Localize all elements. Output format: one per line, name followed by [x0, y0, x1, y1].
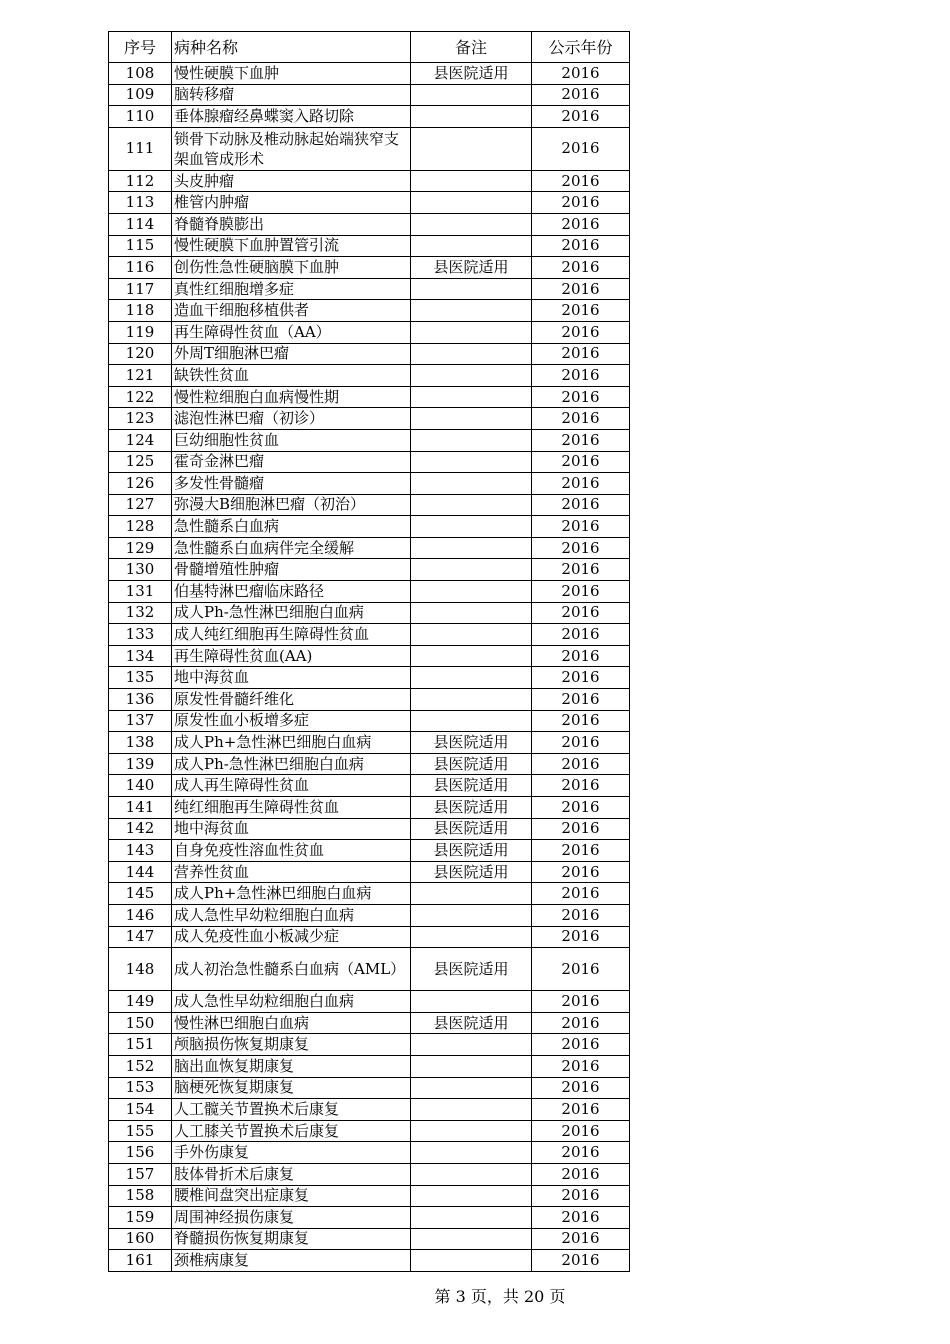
cell-note [411, 408, 532, 430]
cell-year: 2016 [532, 797, 630, 819]
cell-year: 2016 [532, 278, 630, 300]
cell-name: 成人再生障碍性贫血 [172, 775, 411, 797]
cell-note: 县医院适用 [411, 861, 532, 883]
cell-name: 弥漫大B细胞淋巴瘤（初治） [172, 494, 411, 516]
table-row [109, 1228, 630, 1250]
cell-year: 2016 [532, 321, 630, 343]
cell-year: 2016 [532, 386, 630, 408]
cell-note: 县医院适用 [411, 753, 532, 775]
table-row [109, 192, 630, 214]
cell-num: 143 [109, 840, 172, 862]
table-row [109, 710, 630, 732]
table-row [109, 1163, 630, 1185]
cell-num: 118 [109, 300, 172, 322]
cell-name: 脑转移瘤 [172, 84, 411, 106]
cell-note [411, 170, 532, 192]
cell-year: 2016 [532, 818, 630, 840]
cell-num: 110 [109, 106, 172, 128]
table-row [109, 1034, 630, 1056]
table-row [109, 581, 630, 603]
cell-year: 2016 [532, 1163, 630, 1185]
cell-note [411, 1250, 532, 1272]
table-row [109, 343, 630, 365]
table-row [109, 797, 630, 819]
cell-year: 2016 [532, 451, 630, 473]
cell-name: 肢体骨折术后康复 [172, 1163, 411, 1185]
table-row [109, 1120, 630, 1142]
table-row [109, 948, 630, 991]
cell-name: 成人急性早幼粒细胞白血病 [172, 904, 411, 926]
cell-note [411, 710, 532, 732]
cell-note [411, 192, 532, 214]
table-row [109, 451, 630, 473]
table-row [109, 861, 630, 883]
table-row [109, 926, 630, 948]
cell-note [411, 883, 532, 905]
cell-year: 2016 [532, 645, 630, 667]
table-row [109, 429, 630, 451]
table-row [109, 1250, 630, 1272]
cell-note: 县医院适用 [411, 63, 532, 85]
cell-year: 2016 [532, 602, 630, 624]
cell-note [411, 667, 532, 689]
table-row [109, 602, 630, 624]
cell-num: 108 [109, 63, 172, 85]
cell-name: 人工膝关节置换术后康复 [172, 1120, 411, 1142]
table-row [109, 63, 630, 85]
table-row [109, 732, 630, 754]
cell-name: 成人Ph-急性淋巴细胞白血病 [172, 753, 411, 775]
cell-note [411, 213, 532, 235]
cell-name: 原发性骨髓纤维化 [172, 689, 411, 711]
cell-year: 2016 [532, 63, 630, 85]
cell-year: 2016 [532, 1228, 630, 1250]
table-row [109, 624, 630, 646]
cell-year: 2016 [532, 300, 630, 322]
cell-name: 骨髓增殖性肿瘤 [172, 559, 411, 581]
table-row [109, 904, 630, 926]
cell-num: 124 [109, 429, 172, 451]
cell-num: 153 [109, 1077, 172, 1099]
cell-year: 2016 [532, 235, 630, 257]
cell-year: 2016 [532, 991, 630, 1013]
cell-num: 120 [109, 343, 172, 365]
cell-name: 腰椎间盘突出症康复 [172, 1185, 411, 1207]
cell-note [411, 386, 532, 408]
cell-note [411, 559, 532, 581]
cell-note [411, 1207, 532, 1229]
cell-num: 111 [109, 127, 172, 170]
table-row [109, 645, 630, 667]
header-note: 备注 [411, 32, 532, 63]
cell-note [411, 365, 532, 387]
cell-year: 2016 [532, 408, 630, 430]
cell-num: 123 [109, 408, 172, 430]
cell-num: 142 [109, 818, 172, 840]
cell-name: 再生障碍性贫血（AA） [172, 321, 411, 343]
cell-note [411, 1163, 532, 1185]
table-row [109, 473, 630, 495]
header-num: 序号 [109, 32, 172, 63]
cell-note: 县医院适用 [411, 840, 532, 862]
cell-note [411, 473, 532, 495]
table-row [109, 84, 630, 106]
table-row [109, 213, 630, 235]
cell-num: 146 [109, 904, 172, 926]
table-row [109, 753, 630, 775]
cell-year: 2016 [532, 1034, 630, 1056]
table-row [109, 840, 630, 862]
cell-note [411, 926, 532, 948]
cell-num: 135 [109, 667, 172, 689]
cell-note [411, 689, 532, 711]
cell-num: 129 [109, 537, 172, 559]
table-row [109, 689, 630, 711]
cell-year: 2016 [532, 624, 630, 646]
cell-num: 134 [109, 645, 172, 667]
table-row [109, 559, 630, 581]
cell-year: 2016 [532, 1207, 630, 1229]
cell-num: 119 [109, 321, 172, 343]
cell-num: 128 [109, 516, 172, 538]
cell-year: 2016 [532, 84, 630, 106]
cell-num: 154 [109, 1099, 172, 1121]
cell-name: 真性红细胞增多症 [172, 278, 411, 300]
header-name: 病种名称 [172, 32, 411, 63]
header-year: 公示年份 [532, 32, 630, 63]
table-row [109, 883, 630, 905]
cell-year: 2016 [532, 926, 630, 948]
table-row [109, 1012, 630, 1034]
cell-name: 伯基特淋巴瘤临床路径 [172, 581, 411, 603]
cell-year: 2016 [532, 1142, 630, 1164]
cell-num: 139 [109, 753, 172, 775]
cell-note: 县医院适用 [411, 1012, 532, 1034]
cell-note [411, 84, 532, 106]
cell-name: 成人Ph+急性淋巴细胞白血病 [172, 883, 411, 905]
table-row [109, 1142, 630, 1164]
cell-name: 慢性粒细胞白血病慢性期 [172, 386, 411, 408]
cell-note: 县医院适用 [411, 732, 532, 754]
cell-year: 2016 [532, 1055, 630, 1077]
cell-year: 2016 [532, 127, 630, 170]
table-row [109, 1099, 630, 1121]
cell-note [411, 127, 532, 170]
cell-year: 2016 [532, 1250, 630, 1272]
cell-year: 2016 [532, 473, 630, 495]
cell-name: 再生障碍性贫血(AA) [172, 645, 411, 667]
cell-year: 2016 [532, 1120, 630, 1142]
cell-note [411, 991, 532, 1013]
cell-year: 2016 [532, 732, 630, 754]
cell-year: 2016 [532, 689, 630, 711]
table-row [109, 300, 630, 322]
cell-name: 成人纯红细胞再生障碍性贫血 [172, 624, 411, 646]
cell-name: 成人免疫性血小板减少症 [172, 926, 411, 948]
cell-name: 成人急性早幼粒细胞白血病 [172, 991, 411, 1013]
cell-name: 颅脑损伤恢复期康复 [172, 1034, 411, 1056]
cell-num: 141 [109, 797, 172, 819]
cell-year: 2016 [532, 494, 630, 516]
cell-num: 125 [109, 451, 172, 473]
cell-note: 县医院适用 [411, 818, 532, 840]
cell-num: 130 [109, 559, 172, 581]
cell-name: 手外伤康复 [172, 1142, 411, 1164]
cell-num: 109 [109, 84, 172, 106]
cell-note [411, 624, 532, 646]
cell-note [411, 904, 532, 926]
cell-year: 2016 [532, 365, 630, 387]
cell-name: 造血干细胞移植供者 [172, 300, 411, 322]
cell-year: 2016 [532, 106, 630, 128]
cell-name: 椎管内肿瘤 [172, 192, 411, 214]
cell-num: 115 [109, 235, 172, 257]
cell-name: 急性髓系白血病 [172, 516, 411, 538]
cell-name: 成人初治急性髓系白血病（AML） [172, 948, 411, 991]
cell-name: 急性髓系白血病伴完全缓解 [172, 537, 411, 559]
cell-num: 156 [109, 1142, 172, 1164]
table-row [109, 1077, 630, 1099]
cell-name: 垂体腺瘤经鼻蝶窦入路切除 [172, 106, 411, 128]
cell-note [411, 1120, 532, 1142]
cell-year: 2016 [532, 840, 630, 862]
cell-year: 2016 [532, 1099, 630, 1121]
cell-name: 锁骨下动脉及椎动脉起始端狭窄支架血管成形术 [172, 127, 411, 170]
cell-name: 纯红细胞再生障碍性贫血 [172, 797, 411, 819]
cell-num: 131 [109, 581, 172, 603]
cell-name: 缺铁性贫血 [172, 365, 411, 387]
cell-year: 2016 [532, 775, 630, 797]
page-footer: 第 3 页，共 20 页 [434, 1287, 566, 1306]
cell-num: 145 [109, 883, 172, 905]
cell-note [411, 429, 532, 451]
table-row [109, 408, 630, 430]
cell-name: 人工髋关节置换术后康复 [172, 1099, 411, 1121]
cell-num: 152 [109, 1055, 172, 1077]
cell-note [411, 1142, 532, 1164]
cell-note [411, 106, 532, 128]
cell-year: 2016 [532, 429, 630, 451]
cell-num: 159 [109, 1207, 172, 1229]
table-row [109, 1207, 630, 1229]
cell-year: 2016 [532, 537, 630, 559]
cell-year: 2016 [532, 192, 630, 214]
cell-year: 2016 [532, 904, 630, 926]
cell-num: 122 [109, 386, 172, 408]
cell-note [411, 235, 532, 257]
table-body [109, 63, 630, 1272]
cell-year: 2016 [532, 948, 630, 991]
cell-year: 2016 [532, 257, 630, 279]
table-row [109, 1185, 630, 1207]
cell-note [411, 343, 532, 365]
cell-num: 126 [109, 473, 172, 495]
cell-name: 原发性血小板增多症 [172, 710, 411, 732]
cell-num: 161 [109, 1250, 172, 1272]
cell-name: 脊髓脊膜膨出 [172, 213, 411, 235]
cell-year: 2016 [532, 516, 630, 538]
cell-num: 150 [109, 1012, 172, 1034]
cell-num: 127 [109, 494, 172, 516]
disease-table [108, 31, 630, 1272]
cell-num: 132 [109, 602, 172, 624]
table-row [109, 991, 630, 1013]
cell-note [411, 1228, 532, 1250]
cell-note: 县医院适用 [411, 797, 532, 819]
cell-name: 地中海贫血 [172, 818, 411, 840]
cell-name: 地中海贫血 [172, 667, 411, 689]
cell-note [411, 494, 532, 516]
table-row [109, 818, 630, 840]
cell-year: 2016 [532, 1077, 630, 1099]
table-row [109, 494, 630, 516]
cell-name: 颈椎病康复 [172, 1250, 411, 1272]
cell-note [411, 602, 532, 624]
table-row [109, 775, 630, 797]
cell-year: 2016 [532, 861, 630, 883]
cell-note [411, 300, 532, 322]
cell-note [411, 516, 532, 538]
cell-name: 多发性骨髓瘤 [172, 473, 411, 495]
table-row [109, 278, 630, 300]
cell-num: 116 [109, 257, 172, 279]
cell-num: 114 [109, 213, 172, 235]
cell-num: 138 [109, 732, 172, 754]
cell-year: 2016 [532, 753, 630, 775]
table-header-row [109, 32, 630, 63]
cell-name: 霍奇金淋巴瘤 [172, 451, 411, 473]
cell-note [411, 321, 532, 343]
cell-year: 2016 [532, 1012, 630, 1034]
cell-name: 成人Ph-急性淋巴细胞白血病 [172, 602, 411, 624]
cell-num: 149 [109, 991, 172, 1013]
cell-year: 2016 [532, 710, 630, 732]
cell-note: 县医院适用 [411, 948, 532, 991]
cell-note [411, 537, 532, 559]
table-row [109, 321, 630, 343]
cell-name: 脊髓损伤恢复期康复 [172, 1228, 411, 1250]
table-row [109, 170, 630, 192]
cell-note [411, 1185, 532, 1207]
cell-name: 创伤性急性硬脑膜下血肿 [172, 257, 411, 279]
table-row [109, 516, 630, 538]
cell-num: 117 [109, 278, 172, 300]
cell-num: 121 [109, 365, 172, 387]
cell-num: 136 [109, 689, 172, 711]
cell-note: 县医院适用 [411, 775, 532, 797]
cell-num: 147 [109, 926, 172, 948]
cell-year: 2016 [532, 343, 630, 365]
cell-name: 巨幼细胞性贫血 [172, 429, 411, 451]
cell-name: 脑梗死恢复期康复 [172, 1077, 411, 1099]
cell-note [411, 1077, 532, 1099]
cell-note [411, 451, 532, 473]
cell-num: 137 [109, 710, 172, 732]
cell-num: 133 [109, 624, 172, 646]
cell-name: 周围神经损伤康复 [172, 1207, 411, 1229]
cell-name: 外周T细胞淋巴瘤 [172, 343, 411, 365]
cell-note [411, 278, 532, 300]
cell-year: 2016 [532, 559, 630, 581]
table-row [109, 386, 630, 408]
cell-note [411, 1055, 532, 1077]
cell-name: 慢性淋巴细胞白血病 [172, 1012, 411, 1034]
cell-name: 头皮肿瘤 [172, 170, 411, 192]
cell-num: 158 [109, 1185, 172, 1207]
cell-name: 营养性贫血 [172, 861, 411, 883]
cell-year: 2016 [532, 581, 630, 603]
cell-year: 2016 [532, 170, 630, 192]
table-row [109, 106, 630, 128]
table-row [109, 365, 630, 387]
cell-num: 151 [109, 1034, 172, 1056]
cell-note: 县医院适用 [411, 257, 532, 279]
cell-name: 自身免疫性溶血性贫血 [172, 840, 411, 862]
cell-note [411, 581, 532, 603]
cell-name: 成人Ph+急性淋巴细胞白血病 [172, 732, 411, 754]
cell-name: 脑出血恢复期康复 [172, 1055, 411, 1077]
cell-num: 157 [109, 1163, 172, 1185]
cell-note [411, 1034, 532, 1056]
table-row [109, 127, 630, 170]
cell-name: 慢性硬膜下血肿置管引流 [172, 235, 411, 257]
table-row [109, 257, 630, 279]
cell-num: 148 [109, 948, 172, 991]
table-row [109, 537, 630, 559]
cell-num: 144 [109, 861, 172, 883]
cell-name: 滤泡性淋巴瘤（初诊） [172, 408, 411, 430]
cell-num: 113 [109, 192, 172, 214]
cell-year: 2016 [532, 213, 630, 235]
cell-num: 112 [109, 170, 172, 192]
cell-year: 2016 [532, 1185, 630, 1207]
cell-year: 2016 [532, 667, 630, 689]
cell-num: 160 [109, 1228, 172, 1250]
table-row [109, 667, 630, 689]
cell-name: 慢性硬膜下血肿 [172, 63, 411, 85]
cell-note [411, 645, 532, 667]
cell-note [411, 1099, 532, 1121]
cell-num: 140 [109, 775, 172, 797]
table-row [109, 1055, 630, 1077]
cell-num: 155 [109, 1120, 172, 1142]
cell-year: 2016 [532, 883, 630, 905]
table-row [109, 235, 630, 257]
